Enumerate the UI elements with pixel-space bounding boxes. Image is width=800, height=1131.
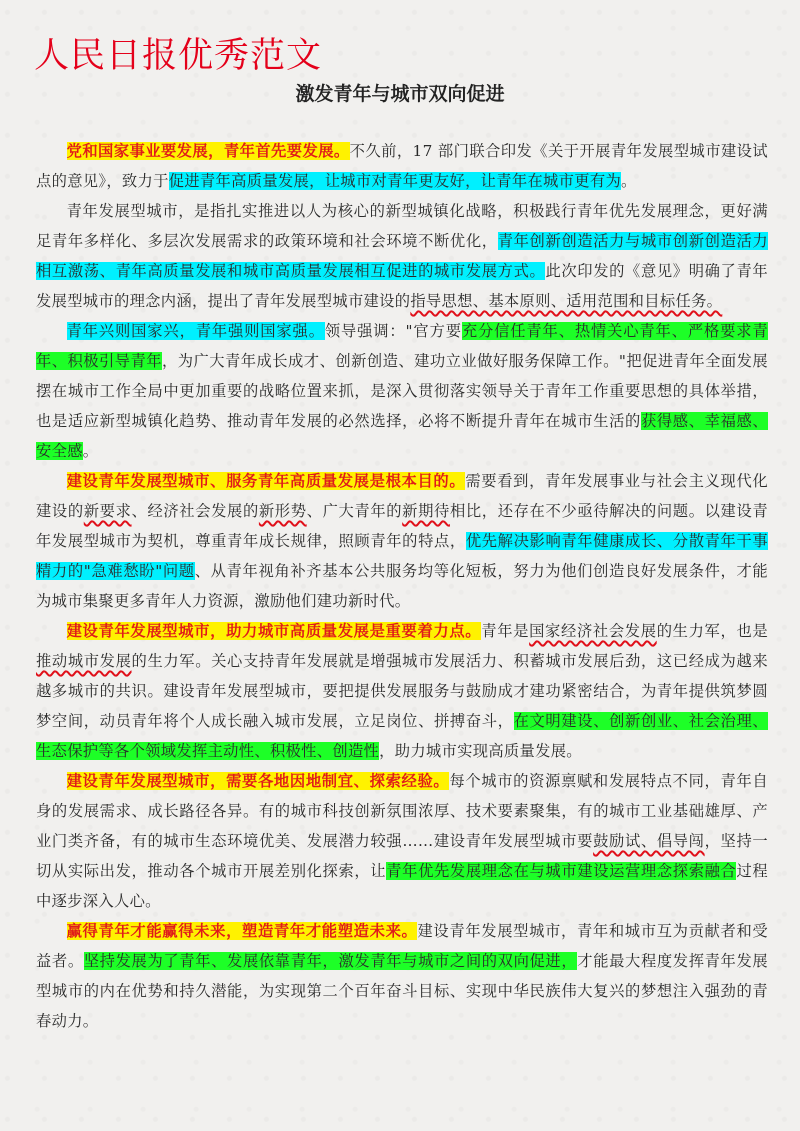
wavy-underline-text: 新要求 (83, 502, 132, 520)
cyan-highlight: 优先解决影响青年健康成长、分散青年干事精力的"急难愁盼"问题 (36, 532, 768, 580)
key-sentence: 赢得青年才能赢得未来，塑造青年才能塑造未来。 (66, 922, 418, 940)
paragraph-6 (36, 766, 768, 916)
green-highlight: 青年优先发展理念在与城市建设运营理念探索融合 (386, 862, 737, 880)
wavy-underline-text: 鼓励试、倡导闯 (593, 832, 705, 850)
brand-title: 人民日报优秀范文 (34, 36, 323, 76)
text-run: 才能最大程度发挥青年发展型城市的内在优势和持久潜能，为实现第二个百年奋斗目标、实现中华民族伟大复兴的梦想注入强劲的青春动力。 (36, 952, 768, 1030)
text-run: ，坚持一切从实际出发，推动各个城市开展差别化探索，让 (36, 832, 768, 880)
article-title: 激发青年与城市双向促进 (295, 83, 505, 105)
paragraph-7 (36, 916, 768, 1036)
text-run: 每个城市的资源禀赋和发展特点不同，青年自身的发展需求、成长路径各异。有的城市科技创新氛围浓厚、技术要素聚集，有的城市工业基础雄厚、产业门类齐备，有的城市生态环境优美、发展潜力较强……建设青年发展型城市要 (36, 772, 768, 850)
text-run: 需要看到，青年发展事业与社会主义现代化建设的 (36, 472, 768, 520)
text-run: 、从青年视角补齐基本公共服务均等化短板，努力为他们创造良好发展条件，才能为城市集聚更多青年人力资源，激励他们建功新时代。 (36, 562, 768, 610)
text-run: 领导强调："官方要 (324, 322, 462, 340)
text-run: ，为广大青年成长成才、创新创造、建功立业做好服务保障工作。"把促进青年全面发展摆在城市工作全局中更加重要的战略位置来抓，是深入贯彻落实领导关于青年工作重要思想的具体举措，也是适应新型城镇化趋势、推动青年发展的必然选择，必将不断提升青年在城市生活的 (36, 352, 768, 430)
cyan-highlight: 青年兴则国家兴，青年强则国家强。 (66, 322, 325, 340)
green-highlight: 获得感、幸福感、安全感 (36, 412, 769, 460)
text-run: 此次印发的《意见》明确了青年发展型城市的理念内涵，提出了青年发展型城市建设的 (36, 262, 768, 310)
text-run: 相比，还存在不少亟待解决的问题。以建设青年发展型城市为契机，尊重青年成长规律，照顾青年的特点， (36, 502, 768, 550)
article-body (36, 136, 768, 1036)
paragraph-5 (36, 616, 768, 766)
cyan-highlight: 青年创新创造活力与城市创新创造活力相互激荡、青年高质量发展和城市高质量发展相互促进的城市发展方式。 (36, 232, 769, 280)
text-run: 建设青年发展型城市，青年和城市互为贡献者和受益者。 (36, 922, 768, 970)
paragraph-4 (36, 466, 768, 616)
wavy-underline-text: 国家经济社会发展 (529, 622, 657, 640)
text-run: 青年发展型城市，是指扎实推进以人为核心的新型城镇化战略，积极践行青年优先发展理念，更好满足青年多样化、多层次发展需求的政策环境和社会环境不断优化， (36, 202, 768, 250)
text-run: 。 (82, 442, 99, 460)
text-run: 的生力军，也是 (656, 622, 768, 640)
green-highlight: 在文明建设、创新创业、社会治理、生态保护等各个领域发挥主动性、积极性、创造性 (36, 712, 768, 760)
wavy-underline-text: 指导思想、基本原则、适用范围和目标任务。 (410, 292, 723, 310)
key-sentence: 建设青年发展型城市，助力城市高质量发展是重要着力点。 (66, 622, 482, 640)
green-highlight: 充分信任青年、热情关心青年、严格要求青年、积极引导青年 (36, 322, 768, 370)
green-highlight: 坚持发展为了青年、发展依靠青年，激发青年与城市之间的双向促进， (83, 952, 578, 970)
wavy-underline-text: 新期待 (402, 502, 450, 520)
cyan-highlight: 促进青年高质量发展，让城市对青年更友好，让青年在城市更有为 (168, 172, 622, 190)
text-run: 、经济社会发展的 (131, 502, 259, 520)
key-sentence: 建设青年发展型城市、服务青年高质量发展是根本目的。 (66, 472, 466, 490)
text-run: 、广大青年的 (306, 502, 403, 520)
paragraph-3 (36, 316, 768, 466)
paragraph-1 (36, 136, 768, 196)
wavy-underline-text: 推动城市发展 (36, 652, 132, 670)
text-run: 的生力军。关心支持青年发展就是增强城市发展活力、积蓄城市发展后劲，这已经成为越来越多城市的共识。建设青年发展型城市，要把提供发展服务与鼓励成才建功紧密结合，为青年提供筑梦圆梦空间，动员青年将个人成长融入城市发展，立足岗位、拼搏奋斗， (36, 652, 768, 730)
text-run: ，助力城市实现高质量发展。 (379, 742, 582, 760)
text-run: 。 (621, 172, 637, 190)
wavy-underline-text: 新形势 (258, 502, 307, 520)
text-run: 过程中逐步深入人心。 (36, 862, 768, 910)
text-run: 青年是 (481, 622, 530, 640)
text-run: 不久前，17 部门联合印发《关于开展青年发展型城市建设试点的意见》，致力于 (36, 142, 768, 190)
paragraph-2 (36, 196, 768, 316)
key-sentence: 建设青年发展型城市，需要各地因地制宜、探索经验。 (66, 772, 450, 790)
key-sentence: 党和国家事业要发展，青年首先要发展。 (66, 142, 350, 160)
